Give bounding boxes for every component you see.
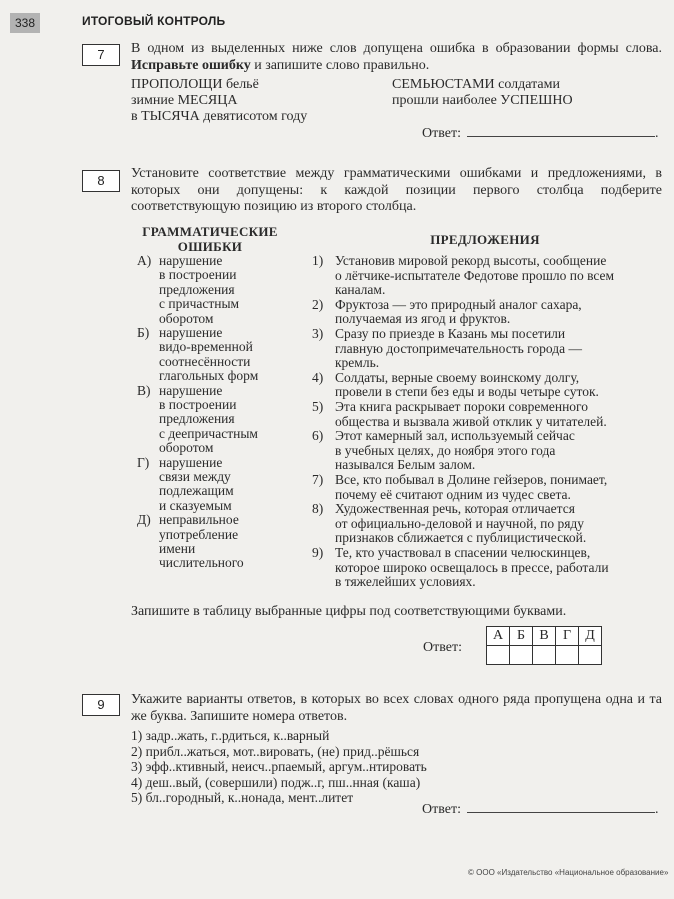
task-7-answer-field[interactable]	[467, 124, 655, 137]
sentence-key: 2)	[312, 296, 324, 312]
section-title: ИТОГОВЫЙ КОНТРОЛЬ	[82, 14, 226, 28]
sentence-text-line: провели в степи без еды и воды четыре суток.	[335, 384, 599, 400]
task-8-number: 8	[82, 170, 120, 192]
sentence-text-line: кремль.	[335, 355, 380, 371]
sentence-text-line: Установив мировой рекорд высоты, сообщение	[335, 253, 607, 268]
task-9-option: 2) прибл..жаться, мот..вировать, (не) прид..рёшься	[131, 743, 420, 759]
task-9-number: 9	[82, 694, 120, 716]
task-9-option: 5) бл..городный, к..нонада, мент..литет	[131, 790, 354, 805]
error-text-line: нарушение	[159, 253, 223, 268]
sentence-text-line: общества и вызвала живой отклик у читателей.	[335, 413, 607, 429]
copyright: © ООО «Издательство «Национальное образование»	[468, 868, 669, 877]
error-text-line: в построении	[159, 396, 237, 412]
error-text-line: с деепричастным	[159, 425, 258, 441]
task-7-number: 7	[82, 44, 120, 66]
sentence-text-line: Все, кто побывал в Долине гейзеров, понимает,	[335, 472, 608, 487]
task-9-answer-label: Ответ:	[422, 802, 461, 817]
error-text-line: глагольных форм	[159, 368, 259, 384]
error-text-line: соотнесённости	[159, 353, 251, 369]
task-7-answer: Ответ: .	[422, 126, 659, 141]
error-text-line: нарушение	[159, 454, 223, 470]
answer-cell-g[interactable]	[556, 646, 579, 665]
error-text-line: предложения	[159, 281, 235, 297]
answer-cell-b[interactable]	[510, 646, 533, 665]
table-header-d: Д	[579, 627, 602, 646]
sentence-text-line: признаков сближается с публицистической.	[335, 530, 587, 546]
task-7-item-right: СЕМЬЮСТАМИ солдатами	[392, 77, 560, 92]
error-key: А)	[137, 253, 152, 268]
task-7-instruction	[131, 41, 662, 74]
sentences-column-header: ПРЕДЛОЖЕНИЯ	[430, 232, 540, 247]
sentence-text-line: в учебных целях, до ноября этого года	[335, 442, 556, 458]
table-header-b: Б	[510, 627, 533, 646]
task-9-option: 4) деш..вый, (совершили) подж..г, пш..нная (каша)	[131, 774, 421, 790]
sentence-text-line: Эта книга раскрывает пороки современного	[335, 399, 588, 414]
error-text-line: имени	[159, 540, 196, 556]
sentence-text-line: Сразу по приезде в Казань мы посетили	[335, 326, 566, 341]
sentence-text-line: почему её считают одним из чудес света.	[335, 486, 571, 502]
table-header-v: В	[533, 627, 556, 646]
sentence-key: 8)	[312, 501, 324, 517]
task-8-table-instruction: Запишите в таблицу выбранные цифры под соответствующими буквами.	[131, 604, 567, 619]
error-text-line: связи между	[159, 468, 231, 484]
sentence-text-line: которое широко освещалось в прессе, работали	[335, 559, 609, 575]
answer-cell-a[interactable]	[487, 646, 510, 665]
task-9-option: 1) задр..жать, г..рдиться, к..варный	[131, 728, 330, 743]
table-header-g: Г	[556, 627, 579, 646]
error-text-line: видо-временной	[159, 339, 253, 355]
task-7-item-right: прошли наиболее УСПЕШНО	[392, 93, 573, 108]
error-text-line: нарушение	[159, 325, 223, 340]
sentence-key: 9)	[312, 545, 324, 560]
answer-cell-d[interactable]	[579, 646, 602, 665]
table-header-a: А	[487, 627, 510, 646]
error-key: Б)	[137, 325, 150, 340]
error-text-line: неправильное	[159, 512, 239, 528]
errors-column-header: ГРАММАТИЧЕСКИЕ ОШИБКИ	[142, 224, 278, 254]
sentence-text-line: о лётчике-испытателе Федотове прошло по всем	[335, 267, 615, 283]
task-9-option: 3) эфф..ктивный, неисч..рпаемый, аргум..нтировать	[131, 759, 427, 774]
task-8-answer-label: Ответ:	[423, 640, 462, 655]
error-text-line: оборотом	[159, 310, 214, 326]
page-number: 338	[10, 13, 40, 33]
answer-cell-v[interactable]	[533, 646, 556, 665]
sentence-key: 6)	[312, 428, 324, 444]
error-text-line: числительного	[159, 555, 244, 571]
task-7-instruction-part2: и запишите слово правильно.	[250, 57, 430, 73]
error-text-line: и сказуемым	[159, 497, 232, 513]
sentence-text-line: получаемая из ягод и фруктов.	[335, 311, 511, 327]
error-text-line: употребление	[159, 526, 239, 542]
error-text-line: с причастным	[159, 296, 240, 312]
error-text-line: в построении	[159, 267, 237, 283]
error-text-line: нарушение	[159, 382, 223, 398]
sentence-text-line: Этот камерный зал, используемый сейчас	[335, 428, 575, 444]
sentence-key: 3)	[312, 326, 324, 341]
page-header	[0, 8, 674, 36]
sentence-key: 4)	[312, 369, 324, 385]
task-9-answer: Ответ: .	[422, 802, 659, 817]
task-8-answer-table	[486, 626, 602, 665]
sentence-text-line: каналам.	[335, 282, 386, 298]
sentence-key: 7)	[312, 472, 324, 487]
task-7-instruction-bold: Исправьте ошибку	[131, 57, 251, 73]
error-text-line: оборотом	[159, 440, 214, 456]
sentence-text-line: назывался Белым залом.	[335, 457, 476, 473]
sentence-text-line: Те, кто участвовал в спасении челюскинцев,	[335, 545, 591, 560]
sentence-text-line: главную достопримечательность города —	[335, 340, 582, 356]
sentence-text-line: в тяжелейших условиях.	[335, 574, 476, 590]
sentence-key: 1)	[312, 253, 324, 268]
task-7-instruction-part1: В одном из выделенных ниже слов допущена ошибка в образовании формы слова.	[131, 41, 662, 56]
error-key: Г)	[137, 454, 150, 470]
task-7-item-left: ПРОПОЛОЩИ бельё	[131, 77, 259, 92]
error-key: Д)	[137, 512, 151, 528]
task-7-item-left: в ТЫСЯЧА девятисотом году	[131, 109, 308, 124]
sentence-text-line: Солдаты, верные своему воинскому долгу,	[335, 369, 580, 385]
task-8-instruction: Установите соответствие между грамматическими ошибками и предложениями, в которых они допущены: к каждой позиции первого столбца подберите соответствующую позицию из второго столбца.	[131, 166, 662, 214]
task-7-item-left: зимние МЕСЯЦА	[131, 93, 238, 108]
sentence-key: 5)	[312, 399, 324, 414]
sentence-text-line: от официально-деловой и научной, по ряду	[335, 515, 585, 531]
task-9-answer-field[interactable]	[467, 800, 655, 813]
error-text-line: подлежащим	[159, 483, 234, 499]
task-7-answer-label: Ответ:	[422, 126, 461, 141]
error-text-line: предложения	[159, 411, 235, 427]
error-key: В)	[137, 382, 151, 398]
sentence-text-line: Художественная речь, которая отличается	[335, 501, 575, 517]
sentence-text-line: Фруктоза — это природный аналог сахара,	[335, 296, 582, 312]
task-9-instruction: Укажите варианты ответов, в которых во всех словах одного ряда пропущена одна и та же буква. Запишите номера ответов.	[131, 692, 662, 724]
